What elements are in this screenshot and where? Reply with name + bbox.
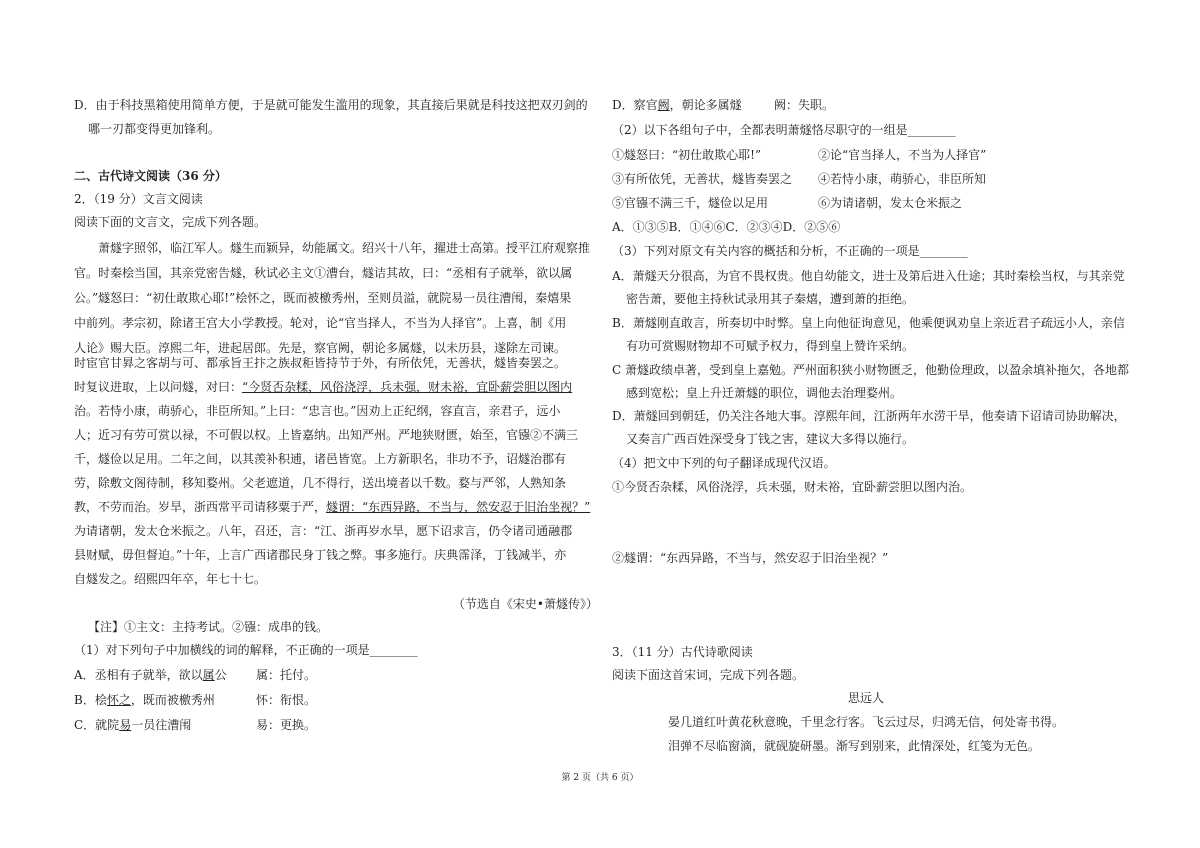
option-text: 一员往漕闱 xyxy=(131,718,192,732)
q2-item: ⑥为请诸朝，发太仓米振之 xyxy=(818,196,963,210)
option-d-gloss: 阙：失职。 xyxy=(774,98,835,112)
q3-option-a: A．萧燧天分很高，为官不畏权贵。他自幼能文，进士及第后进入仕途；其时秦桧当权，与其亲党 xyxy=(612,269,1125,283)
poem-line: 晏几道红叶黄花秋意晚，千里念行客。飞云过尽，归鸿无信，何处寄书得。 xyxy=(668,715,1065,729)
option-text: A．丞相有子就举，欲以 xyxy=(74,668,203,682)
underlined-word: 易 xyxy=(119,718,132,732)
q3-option-b-cont: 有功可赏赐财物却不可赋予权力，得到皇上赞许采纳。 xyxy=(626,339,915,353)
option-text: ，既而被檄秀州 xyxy=(130,693,215,707)
q3-option-c: C 萧燧政绩卓著，受到皇上嘉勉。严州面积狭小财物匮乏，他勤俭理政，以盈余填补拖欠，各地都 xyxy=(612,363,1129,377)
page-footer: 第 2 页（共 6 页） xyxy=(561,773,639,783)
option-text: D．察官 xyxy=(612,98,658,112)
passage-line: 劳，除敷文阁待制，移知婺州。父老遮道，几不得行，送出境者以千数。婺与严邻，人熟知条 xyxy=(74,476,567,490)
option-d-line2: 哪一刃都变得更加锋利。 xyxy=(88,122,221,136)
question-2-instruction: 阅读下面的文言文，完成下列各题。 xyxy=(74,215,267,229)
question-2-1: （1）对下列句子中加横线的词的解释，不正确的一项是________ xyxy=(74,643,418,657)
option-b xyxy=(74,694,215,706)
passage-line: 自燧发之。绍熙四年卒，年七十七。 xyxy=(74,572,267,586)
poem-title: 思远人 xyxy=(848,691,885,705)
question-2-4: （4）把文中下列的句子翻译成现代汉语。 xyxy=(612,456,836,470)
passage-line: 为请诸朝，发太仓米振之。八年，召还，言：“江、浙再岁水旱，愿下诏求言，仍令诸司通融郡 xyxy=(74,524,573,538)
passage-line: 千，燧俭以足用。二年之间，以其羡补积逋，诸邑皆宽。上方新职名，非功不予，诏燧治郡有 xyxy=(74,452,567,466)
q3-option-c-cont: 感到宽松；皇上升迁萧燧的职位，调他去治理婺州。 xyxy=(626,386,903,400)
underlined-word: 怀之 xyxy=(106,693,131,707)
passage-line xyxy=(74,501,590,513)
q3-option-a-cont: 密告萧，要他主持秋试录用其子秦熺，遭到萧的拒绝。 xyxy=(626,292,915,306)
q2-item: ④若恃小康，萌骄心，非臣所知 xyxy=(818,172,987,186)
underlined-sentence: “今贤否杂糅，风俗浇浮，兵未强，财未裕，宜卧薪尝胆以图内 xyxy=(242,380,573,394)
passage-line: 时宦官甘昪之客胡与可、都承旨王抃之族叔秬皆持节于外，有所依凭，无善状，燧皆奏罢之。 xyxy=(74,356,567,370)
q2-item: ②论“官当择人，不当为人择官” xyxy=(818,148,987,162)
underlined-word: 属 xyxy=(202,668,215,682)
passage-line: 公。”燧怒曰：“初仕敢欺心耶!”桧怀之，既而被檄秀州，至则员溢，就院易一员往漕闱，秦熺果 xyxy=(74,291,572,305)
passage-text: 时复议进取，上以问燧，对曰： xyxy=(74,380,243,394)
option-text: 公 xyxy=(214,668,227,682)
passage-source: （节选自《宋史•萧燧传》） xyxy=(452,597,598,611)
passage-line: 县财赋，毋但督迫。”十年，上言广西诸郡民身丁钱之弊。事多施行。庆典霈泽，丁钱减半，亦 xyxy=(74,548,567,562)
question-2-3: （3）下列对原文有关内容的概括和分析，不正确的一项是________ xyxy=(612,244,968,258)
underlined-sentence: 燧谓：“东西异路，不当与，然安忍于旧治坐视？” xyxy=(326,500,591,514)
passage-line: 人论》赐大臣。淳熙二年，进起居郎。先是，察官阙，朝论多属燧，以未历县，遂除左司谏。 xyxy=(74,341,567,355)
option-a-gloss: 属：托付。 xyxy=(256,668,317,682)
option-c-gloss: 易：更换。 xyxy=(256,718,317,732)
passage-text: 教，不劳而治。岁旱，浙西常平司请移粟于严， xyxy=(74,500,327,514)
option-b-gloss: 怀：衔恨。 xyxy=(256,693,317,707)
section-heading: 二、古代诗文阅读（36 分） xyxy=(74,169,227,183)
question-3-header: 3．（11 分）古代诗歌阅读 xyxy=(612,645,753,659)
passage-note: 【注】①主文：主持考试。②镪：成串的钱。 xyxy=(88,620,329,634)
poem-line: 泪弹不尽临窗滴，就砚旋研墨。渐写到别来，此情深处，红笺为无色。 xyxy=(668,739,1041,753)
question-2-header: 2．（19 分）文言文阅读 xyxy=(74,192,203,206)
translation-sentence-1: ①今贤否杂糅，风俗浇浮，兵未强，财未裕，宜卧薪尝胆以图内治。 xyxy=(612,480,973,494)
passage-line: 萧燧字照邻，临江军人。燧生而颖异，幼能属文。绍兴十八年，擢进士高第。授平江府观察推 xyxy=(98,241,591,255)
q2-item: ①燧怒曰：“初仕敢欺心耶!” xyxy=(612,148,762,162)
passage-line xyxy=(74,381,572,393)
passage-line: 治。若恃小康，萌骄心，非臣所知。”上曰：“忠言也。”因劝上正纪纲，容直言，亲君子，远小 xyxy=(74,404,561,418)
q2-item: ③有所依凭，无善状，燧皆奏罢之 xyxy=(612,172,793,186)
q2-options: A．①③⑤B．①④⑥C．②③④D．②⑤⑥ xyxy=(612,220,841,234)
question-3-instruction: 阅读下面这首宋词，完成下列各题。 xyxy=(612,668,805,682)
option-text: B．桧 xyxy=(74,693,107,707)
option-c xyxy=(74,719,191,731)
question-2-2: （2）以下各组句子中，全都表明萧燧恪尽职守的一组是________ xyxy=(612,123,956,137)
q3-option-b: B．萧燧刚直敢言，所奏切中时弊。皇上向他征询意见，他乘便讽劝皇上亲近君子疏远小人，亲信 xyxy=(612,316,1125,330)
passage-line: 人；近习有劳可赏以禄，不可假以权。上皆嘉纳。出知严州。严地狭财匮，始至，官镪②不满三 xyxy=(74,428,579,442)
translation-sentence-2: ②燧谓：“东西异路，不当与，然安忍于旧治坐视？” xyxy=(612,551,889,565)
underlined-word: 阙 xyxy=(657,98,670,112)
option-text: ，朝论多属燧 xyxy=(669,98,742,112)
option-d xyxy=(612,99,742,111)
q2-item: ⑤官镪不满三千，燧俭以足用 xyxy=(612,196,769,210)
option-d-line1: D．由于科技黑箱使用简单方便，于是就可能发生滥用的现象，其直接后果就是科技这把双刃剑的 xyxy=(74,98,588,112)
q3-option-d-cont: 又奏言广西百姓深受身丁钱之害，建议大多得以施行。 xyxy=(626,432,915,446)
option-a xyxy=(74,669,227,681)
passage-line: 官。时秦桧当国，其亲党密告燧，秋试必主文①漕台，燧诘其故，曰：“丞相有子就举，欲以属 xyxy=(74,266,573,280)
q3-option-d: D．萧燧回到朝廷，仍关注各地大事。淳熙年间，江浙两年水涝干旱，他奏请下诏请司协助解决， xyxy=(612,409,1126,423)
option-text: C．就院 xyxy=(74,718,120,732)
passage-line: 中前列。孝宗初，除诸王宫大小学教授。轮对，论“官当择人，不当为人择官”。上喜，制《用 xyxy=(74,316,567,330)
